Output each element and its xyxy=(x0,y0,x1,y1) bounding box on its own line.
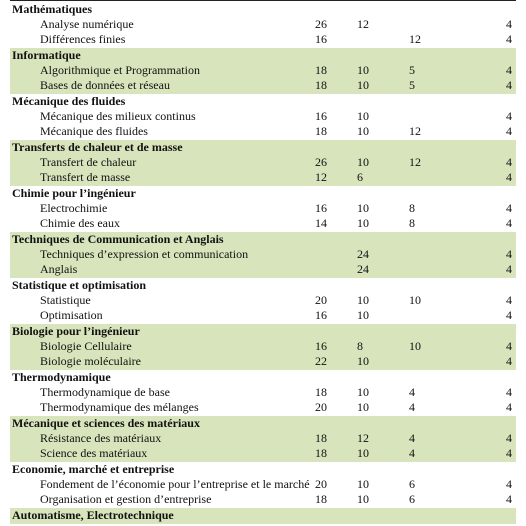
hours-a: 18 xyxy=(315,431,327,445)
credits: 4 xyxy=(506,155,512,169)
credits: 4 xyxy=(506,63,512,77)
group-title: Automatisme, Electrotechnique xyxy=(12,508,174,522)
credits: 4 xyxy=(506,124,512,138)
hours-a: 22 xyxy=(315,354,327,368)
credits: 4 xyxy=(506,477,512,491)
hours-c: 12 xyxy=(409,124,421,138)
table-row xyxy=(10,201,516,216)
group-title: Economie, marché et entreprise xyxy=(12,462,175,476)
course-name: Optimisation xyxy=(40,308,103,322)
table-row xyxy=(10,124,516,139)
group-title: Transferts de chaleur et de masse xyxy=(12,140,183,154)
course-name: Chimie des eaux xyxy=(40,216,120,230)
course-name: Fondement de l’économie pour l’entreprise et le marché xyxy=(40,477,310,491)
hours-a: 12 xyxy=(315,170,327,184)
group-title: Mécanique des fluides xyxy=(12,94,126,108)
hours-c: 8 xyxy=(409,201,415,215)
hours-a: 16 xyxy=(315,32,327,46)
course-name: Electrochimie xyxy=(40,201,108,215)
group-title: Thermodynamique xyxy=(12,370,111,384)
credits: 4 xyxy=(506,446,512,460)
table-row xyxy=(10,446,516,461)
hours-a: 18 xyxy=(315,385,327,399)
hours-b: 10 xyxy=(357,308,369,322)
credits: 4 xyxy=(506,17,512,31)
hours-a: 18 xyxy=(315,446,327,460)
group-title: Mathématiques xyxy=(12,2,92,16)
hours-c: 10 xyxy=(409,293,421,307)
table-row xyxy=(10,247,516,262)
group-title: Chimie pour l’ingénieur xyxy=(12,186,136,200)
hours-a: 26 xyxy=(315,155,327,169)
hours-c: 6 xyxy=(409,477,415,491)
course-name: Analyse numérique xyxy=(40,17,134,31)
top-rule xyxy=(10,0,516,1)
hours-a: 18 xyxy=(315,492,327,506)
hours-b: 10 xyxy=(357,155,369,169)
hours-c: 5 xyxy=(409,63,415,77)
course-name: Thermodynamique des mélanges xyxy=(40,400,199,414)
hours-c: 4 xyxy=(409,385,415,399)
table-row xyxy=(10,339,516,354)
hours-c: 12 xyxy=(409,155,421,169)
hours-b: 10 xyxy=(357,492,369,506)
hours-c: 4 xyxy=(409,400,415,414)
course-name: Statistique xyxy=(40,293,91,307)
hours-c: 10 xyxy=(409,339,421,353)
hours-c: 5 xyxy=(409,78,415,92)
group-title: Statistique et optimisation xyxy=(12,278,147,292)
group-title: Techniques de Communication et Anglais xyxy=(12,232,224,246)
hours-a: 16 xyxy=(315,308,327,322)
hours-b: 10 xyxy=(357,109,369,123)
table-row xyxy=(10,477,516,492)
table-row xyxy=(10,17,516,32)
hours-b: 8 xyxy=(357,339,363,353)
hours-b: 10 xyxy=(357,385,369,399)
hours-a: 20 xyxy=(315,400,327,414)
course-name: Différences finies xyxy=(40,32,126,46)
credits: 4 xyxy=(506,262,512,276)
credits: 4 xyxy=(506,201,512,215)
hours-a: 16 xyxy=(315,201,327,215)
hours-a: 20 xyxy=(315,477,327,491)
hours-b: 12 xyxy=(357,17,369,31)
credits: 4 xyxy=(506,400,512,414)
hours-b: 10 xyxy=(357,354,369,368)
credits: 4 xyxy=(506,339,512,353)
credits: 4 xyxy=(506,431,512,445)
credits: 4 xyxy=(506,109,512,123)
hours-b: 10 xyxy=(357,124,369,138)
hours-a: 16 xyxy=(315,109,327,123)
hours-c: 4 xyxy=(409,446,415,460)
hours-b: 24 xyxy=(357,247,369,261)
course-name: Science des matériaux xyxy=(40,446,148,460)
hours-b: 24 xyxy=(357,262,369,276)
credits: 4 xyxy=(506,216,512,230)
hours-b: 12 xyxy=(357,431,369,445)
course-name: Biologie Cellulaire xyxy=(40,339,132,353)
hours-c: 12 xyxy=(409,32,421,46)
table-row xyxy=(10,293,516,308)
group-title: Biologie pour l’ingénieur xyxy=(12,324,140,338)
course-name: Biologie moléculaire xyxy=(40,354,141,368)
hours-b: 10 xyxy=(357,400,369,414)
table-row xyxy=(10,308,516,323)
hours-c: 8 xyxy=(409,216,415,230)
hours-a: 18 xyxy=(315,78,327,92)
credits: 4 xyxy=(506,170,512,184)
table-row xyxy=(10,385,516,400)
course-name: Mécanique des milieux continus xyxy=(40,109,196,123)
hours-a: 18 xyxy=(315,63,327,77)
course-name: Techniques d’expression et communication xyxy=(40,247,249,261)
credits: 4 xyxy=(506,78,512,92)
credits: 4 xyxy=(506,354,512,368)
course-name: Résistance des matériaux xyxy=(40,431,162,445)
credits: 4 xyxy=(506,308,512,322)
course-name: Transfert de masse xyxy=(40,170,131,184)
course-name: Bases de données et réseau xyxy=(40,78,170,92)
table-row xyxy=(10,63,516,78)
course-name: Mécanique des fluides xyxy=(40,124,148,138)
hours-c: 6 xyxy=(409,492,415,506)
hours-a: 20 xyxy=(315,293,327,307)
hours-a: 26 xyxy=(315,17,327,31)
table-row xyxy=(10,400,516,415)
table-row xyxy=(10,354,516,369)
group-title: Mécanique et sciences des matériaux xyxy=(12,416,200,430)
table-row xyxy=(10,155,516,170)
course-name: Organisation et gestion d’entreprise xyxy=(40,492,212,506)
table-row xyxy=(10,78,516,93)
table-row xyxy=(10,431,516,446)
credits: 4 xyxy=(506,293,512,307)
hours-b: 10 xyxy=(357,201,369,215)
hours-b: 10 xyxy=(357,446,369,460)
hours-b: 6 xyxy=(357,170,363,184)
hours-a: 18 xyxy=(315,124,327,138)
hours-b: 10 xyxy=(357,477,369,491)
credits: 4 xyxy=(506,247,512,261)
table-row xyxy=(10,492,516,507)
table-row xyxy=(10,216,516,231)
hours-b: 10 xyxy=(357,216,369,230)
credits: 4 xyxy=(506,492,512,506)
table-row xyxy=(10,170,516,185)
course-name: Algorithmique et Programmation xyxy=(40,63,200,77)
credits: 4 xyxy=(506,385,512,399)
course-name: Transfert de chaleur xyxy=(40,155,137,169)
hours-b: 10 xyxy=(357,78,369,92)
hours-b: 10 xyxy=(357,293,369,307)
credits: 4 xyxy=(506,32,512,46)
table-row xyxy=(10,109,516,124)
course-name: Anglais xyxy=(40,262,78,276)
group-title: Informatique xyxy=(12,48,81,62)
hours-a: 14 xyxy=(315,216,327,230)
course-name: Thermodynamique de base xyxy=(40,385,170,399)
table-row xyxy=(10,262,516,277)
hours-c: 4 xyxy=(409,431,415,445)
table-row xyxy=(10,32,516,47)
hours-a: 16 xyxy=(315,339,327,353)
hours-b: 10 xyxy=(357,63,369,77)
